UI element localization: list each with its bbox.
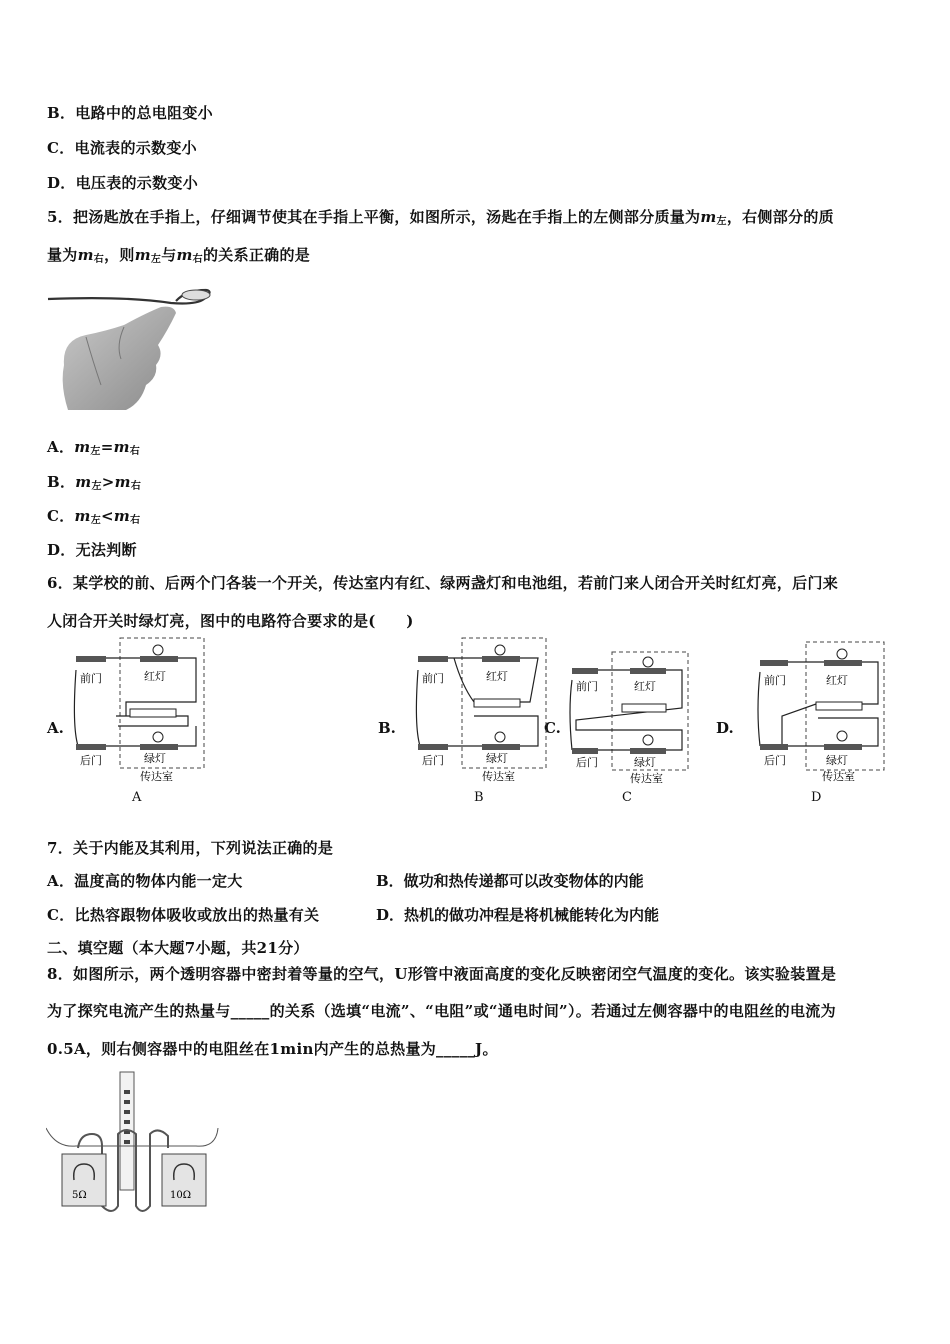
label-red: 红灯 <box>826 674 848 687</box>
battery-icon <box>474 699 520 707</box>
q5-option-c: C．$m_左<m_右$ <box>47 507 141 526</box>
u-tube-apparatus-figure <box>46 1068 226 1213</box>
circuit-b <box>410 636 550 786</box>
label-back: 后门 <box>80 754 102 767</box>
green-bulb-icon <box>153 732 163 742</box>
front-switch <box>76 656 106 662</box>
label-front: 前门 <box>576 680 598 693</box>
q8-line1: 8．如图所示，两个透明容器中密封着等量的空气，U形管中液面高度的变化反映密闭空气温度的变化。该实验装置是 <box>47 965 837 983</box>
label-red: 红灯 <box>486 670 508 683</box>
q5-stem-line2: 量为$m_右$，则$m_左$与$m_右$的关系正确的是 <box>47 246 311 265</box>
q6-option-a-label: A. <box>47 719 64 737</box>
q6-option-d-label: D. <box>716 719 734 737</box>
label-green: 绿灯 <box>486 752 508 765</box>
circuit-a <box>68 636 208 786</box>
label-green: 绿灯 <box>826 754 848 767</box>
label-room: 传达室 <box>630 772 663 785</box>
q5-stem-line1: 5．把汤匙放在手指上，仔细调节使其在手指上平衡，如图所示，汤匙在手指上的左侧部分质量为$m_左$，右侧部分的质 <box>47 208 834 227</box>
q6-option-c-label: C. <box>544 719 561 737</box>
q5-option-b: B．$m_左>m_右$ <box>47 473 142 492</box>
label-front: 前门 <box>422 672 444 685</box>
q8-line3: 0.5A，则右侧容器中的电阻丝在1min内产生的总热量为_____J。 <box>47 1040 498 1058</box>
label-room: 传达室 <box>822 770 855 783</box>
q5-option-d: D．无法判断 <box>47 541 137 559</box>
label-room: 传达室 <box>140 770 173 783</box>
q6-stem-line2: 人闭合开关时绿灯亮，图中的电路符合要求的是( ) <box>47 612 414 630</box>
label-room: 传达室 <box>482 770 515 783</box>
q8-line2: 为了探究电流产生的热量与_____的关系（选填“电流”、“电阻”或“通电时间”）。若通过左侧容器中的电阻丝的电流为 <box>47 1002 836 1020</box>
circuit-c <box>566 650 692 790</box>
red-bulb-icon <box>153 645 163 655</box>
section-2-heading: 二、填空题（本大题7小题，共21分） <box>47 939 309 957</box>
red-bulb-icon <box>643 657 653 667</box>
q7-option-b: B．做功和热传递都可以改变物体的内能 <box>376 872 644 890</box>
left-resistor-label: 5Ω <box>72 1190 87 1201</box>
caption-d: D <box>811 790 822 805</box>
label-red: 红灯 <box>144 670 166 683</box>
q7-stem: 7．关于内能及其利用，下列说法正确的是 <box>47 839 334 857</box>
battery-icon <box>622 704 666 712</box>
label-back: 后门 <box>576 756 598 769</box>
label-green: 绿灯 <box>634 756 656 769</box>
q4-option-d: D．电压表的示数变小 <box>47 174 199 192</box>
q7-option-a: A．温度高的物体内能一定大 <box>47 872 243 890</box>
green-bulb-icon <box>495 732 505 742</box>
back-switch <box>76 744 106 750</box>
q6-option-b-label: B. <box>378 719 396 737</box>
label-front: 前门 <box>764 674 786 687</box>
red-bulb-icon <box>495 645 505 655</box>
circuit-d <box>752 640 888 788</box>
caption-b: B <box>474 790 484 805</box>
red-bulb-icon <box>837 649 847 659</box>
green-bulb-icon <box>837 731 847 741</box>
caption-c: C <box>622 790 632 805</box>
q4-option-c: C．电流表的示数变小 <box>47 139 197 157</box>
q6-stem-line1: 6．某学校的前、后两个门各装一个开关，传达室内有红、绿两盏灯和电池组，若前门来人闭合开关时红灯亮，后门来 <box>47 574 839 592</box>
q7-option-d: D．热机的做功冲程是将机械能转化为内能 <box>376 906 660 924</box>
q7-option-c: C．比热容跟物体吸收或放出的热量有关 <box>47 906 320 924</box>
label-red: 红灯 <box>634 680 656 693</box>
q4-option-b: B．电路中的总电阻变小 <box>47 104 213 122</box>
label-back: 后门 <box>422 754 444 767</box>
right-resistor-label: 10Ω <box>170 1190 192 1201</box>
battery-icon <box>130 709 176 717</box>
caption-a: A <box>132 790 142 805</box>
label-back: 后门 <box>764 754 786 767</box>
q5-option-a: A．$m_左=m_右$ <box>47 438 141 457</box>
battery-icon <box>816 702 862 710</box>
label-green: 绿灯 <box>144 752 166 765</box>
label-front: 前门 <box>80 672 102 685</box>
green-bulb-icon <box>643 735 653 745</box>
spoon-on-finger-figure <box>46 285 216 415</box>
